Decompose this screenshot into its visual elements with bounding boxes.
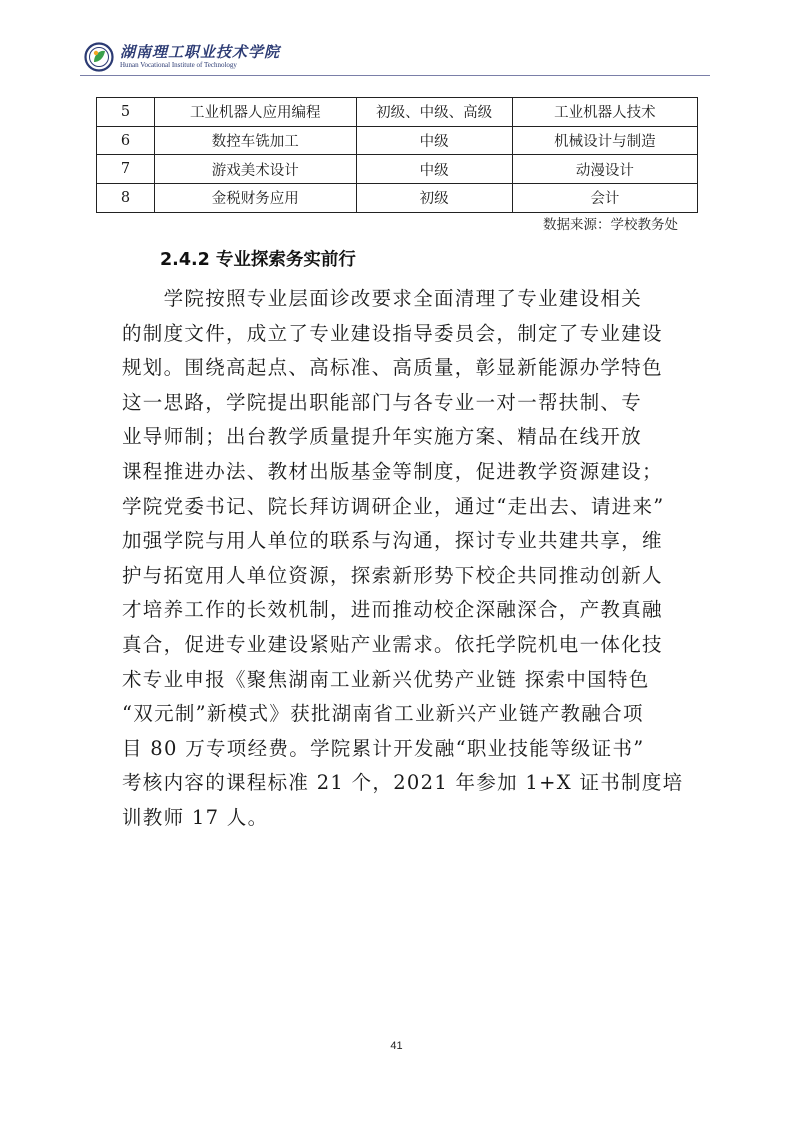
body-text-line: 业导师制；出台教学质量提升年实施方案、精品在线开放 — [122, 425, 643, 449]
row-number-cell: 8 — [97, 184, 155, 213]
body-text-line: 真合，促进专业建设紧贴产业需求。依托学院机电一体化技 — [122, 632, 663, 656]
major-cell: 会计 — [512, 184, 697, 213]
school-name-en: Hunan Vocational Institute of Technology — [120, 61, 237, 69]
section-heading: 2.4.2 专业探索务实前行 — [160, 250, 356, 270]
level-cell: 初级、中级、高级 — [356, 98, 512, 127]
certificate-name-cell: 游戏美术设计 — [155, 155, 357, 184]
body-text-line: 加强学院与用人单位的联系与沟通，探讨专业共建共享，维 — [122, 529, 663, 553]
major-cell: 动漫设计 — [512, 155, 697, 184]
body-text-line: 护与拓宽用人单位资源，探索新形势下校企共同推动创新人 — [122, 563, 663, 587]
table-row — [97, 184, 698, 213]
body-text-line: 学院党委书记、院长拜访调研企业，通过“走出去、请进来” — [122, 494, 665, 518]
level-cell: 初级 — [356, 184, 512, 213]
body-text-line: 目 80 万专项经费。学院累计开发融“职业技能等级证书” — [122, 736, 645, 760]
body-text-line: “双元制”新模式》获批湖南省工业新兴产业链产教融合项 — [122, 702, 644, 726]
body-text-line: 的制度文件，成立了专业建设指导委员会，制定了专业建设 — [122, 321, 663, 345]
body-text-line: 规划。围绕高起点、高标准、高质量，彰显新能源办学特色 — [122, 356, 663, 380]
page-number: 41 — [390, 1040, 403, 1052]
level-cell: 中级 — [356, 155, 512, 184]
table-row — [97, 98, 698, 127]
data-source-note: 数据来源：学校教务处 — [543, 217, 678, 233]
body-text-line: 学院按照专业层面诊改要求全面清理了专业建设相关 — [122, 287, 643, 310]
section-body — [122, 282, 684, 836]
major-cell: 工业机器人技术 — [512, 98, 697, 127]
school-name-cn: 湖南理工职业技术学院 — [120, 43, 281, 61]
row-number-cell: 5 — [97, 98, 155, 127]
table-row — [97, 155, 698, 184]
certificate-name-cell: 工业机器人应用编程 — [155, 98, 357, 127]
body-text-line: 训教师 17 人。 — [122, 805, 269, 829]
certificate-table — [96, 97, 698, 213]
body-text-line: 考核内容的课程标准 21 个，2021 年参加 1+X 证书制度培 — [122, 771, 684, 795]
body-text-line: 才培养工作的长效机制，进而推动校企深融深合，产教真融 — [122, 598, 663, 622]
level-cell: 中级 — [356, 126, 512, 155]
body-text-line: 术专业申报《聚焦湖南工业新兴优势产业链 探索中国特色 — [122, 667, 650, 691]
school-logo-icon — [84, 42, 114, 72]
certificate-name-cell: 金税财务应用 — [155, 184, 357, 213]
table-row — [97, 126, 698, 155]
body-text-line: 这一思路，学院提出职能部门与各专业一对一帮扶制、专 — [122, 390, 643, 414]
row-number-cell: 7 — [97, 155, 155, 184]
page-header — [80, 40, 710, 74]
body-text-line: 课程推进办法、教材出版基金等制度，促进教学资源建设； — [122, 459, 663, 483]
certificate-name-cell: 数控车铣加工 — [155, 126, 357, 155]
major-cell: 机械设计与制造 — [512, 126, 697, 155]
header-divider — [80, 75, 710, 76]
row-number-cell: 6 — [97, 126, 155, 155]
